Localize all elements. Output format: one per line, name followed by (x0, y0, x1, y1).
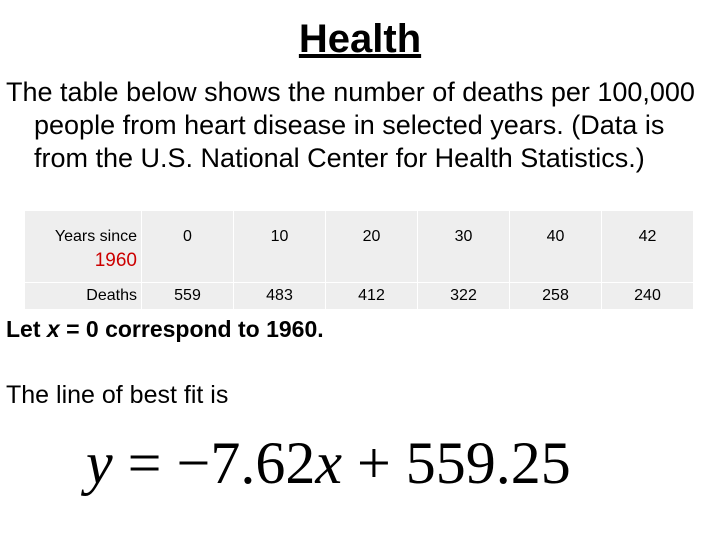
row-header-deaths: Deaths (25, 283, 142, 310)
equation-y: y (86, 430, 113, 496)
let-statement (6, 314, 324, 344)
intro-paragraph: The table below shows the number of deaths per 100,000 people from heart disease in selected years. (Data is from the U.S. National Center for Health Statistics.) (6, 77, 695, 173)
equation-x: x (315, 430, 342, 496)
table-cell-deaths: 559 (142, 283, 234, 310)
table-row-deaths (25, 283, 694, 310)
equation-intercept: + 559.25 (341, 430, 571, 496)
table-row-years (25, 211, 694, 283)
page-title: Health (298, 17, 422, 61)
table-cell-year: 10 (234, 211, 326, 283)
let-suffix: = 0 correspond to 1960. (59, 316, 324, 342)
let-prefix: Let (6, 316, 47, 342)
table-cell-deaths: 258 (510, 283, 602, 310)
table-cell-deaths: 240 (602, 283, 694, 310)
table-cell-deaths: 322 (418, 283, 510, 310)
equation-slope: = −7.62 (112, 430, 316, 496)
table-cell-year: 40 (510, 211, 602, 283)
table-cell-year: 30 (418, 211, 510, 283)
table-cell-deaths: 483 (234, 283, 326, 310)
table-cell-deaths: 412 (326, 283, 418, 310)
row-header-years-1960: 1960 (94, 250, 137, 271)
table-cell-year: 20 (326, 211, 418, 283)
best-fit-label: The line of best fit is (6, 381, 229, 409)
table-cell-year: 42 (602, 211, 694, 283)
best-fit-equation (86, 428, 571, 498)
deaths-table (24, 210, 694, 310)
row-header-years-label: Years since (54, 228, 137, 245)
table-cell-year: 0 (142, 211, 234, 283)
row-header-years (25, 211, 142, 283)
let-variable: x (46, 316, 60, 342)
